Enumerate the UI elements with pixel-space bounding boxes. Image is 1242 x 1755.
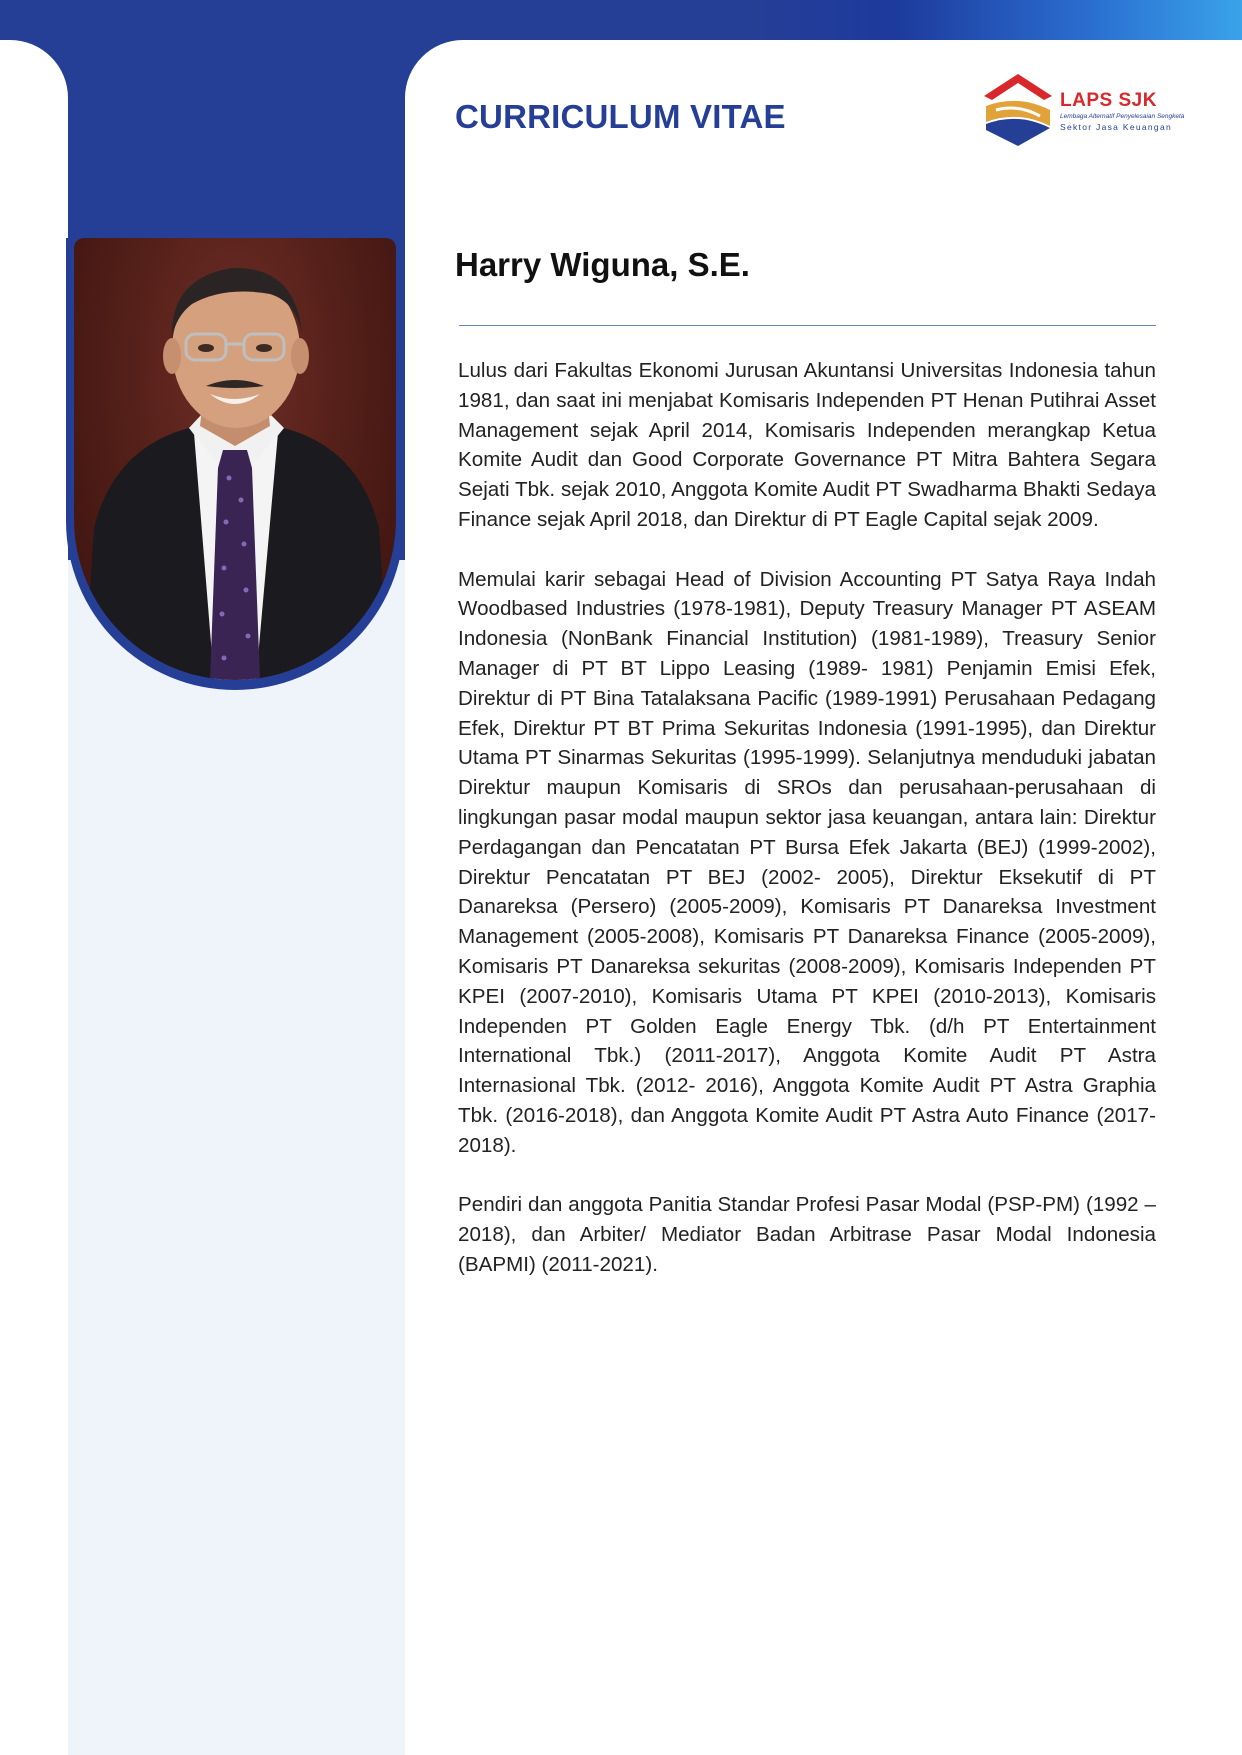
top-band bbox=[0, 0, 1242, 40]
logo-subtitle-1: Lembaga Alternatif Penyelesaian Sengketa bbox=[1060, 113, 1185, 120]
photo-frame bbox=[66, 238, 404, 690]
left-margin-panel bbox=[0, 40, 68, 1755]
laps-sjk-logo bbox=[978, 70, 1185, 150]
divider bbox=[459, 325, 1156, 326]
bio-paragraph-career: Memulai karir sebagai Head of Division Accounting PT Satya Raya Indah Woodbased Industries (1978-1981), Deputy Treasury Manager PT ASEAM Indonesia (NonBank Financial Institution) (1981-1989), Treasury Senior Manager di PT BT Lippo Leasing (1989- 1981) Penjamin Emisi Efek, Direktur di PT Bina Tatalaksana Pacific (1989-1991) Perusahaan Pedagang Efek, Direktur PT BT Prima Sekuritas Indonesia (1991-1995), dan Direktur Utama PT Sinarmas Sekuritas (1995-1999). Selanjutnya menduduki jabatan Direktur maupun Komisaris di SROs dan perusahaan-perusahaan di lingkungan pasar modal maupun sektor jasa keuangan, antara lain: Direktur Perdagangan dan Pencatatan PT Bursa Efek Jakarta (BEJ) (1999-2002), Direktur Pencatatan PT BEJ (2002- 2005), Direktur Eksekutif di PT Danareksa (Persero) (2005-2009), Komisaris PT Danareksa Investment Management (2005-2008), Komisaris PT Danareksa Finance (2005-2009), Komisaris PT Danareksa sekuritas (2008-2009), Komisaris Independen PT KPEI (2007-2010), Komisaris Utama PT KPEI (2010-2013), Komisaris Independen PT Golden Eagle Energy Tbk. (d/h PT Entertainment International Tbk.) (2011-2017), Anggota Komite Audit PT Astra Internasional Tbk. (2012- 2016), Anggota Komite Audit PT Astra Graphia Tbk. (2016-2018), dan Anggota Komite Audit PT Astra Auto Finance (2017-2018). bbox=[458, 567, 1156, 1157]
person-name: Harry Wiguna, S.E. bbox=[455, 246, 750, 283]
logo-subtitle-2: Sektor Jasa Keuangan bbox=[1060, 122, 1173, 132]
portrait-photo bbox=[74, 238, 396, 680]
biography bbox=[458, 356, 1156, 1310]
portrait-illustration bbox=[74, 238, 396, 680]
laps-logo-icon bbox=[978, 70, 1058, 150]
page-title: CURRICULUM VITAE bbox=[455, 98, 786, 135]
logo-name: LAPS SJK bbox=[1060, 90, 1157, 111]
bio-paragraph-organizations: Pendiri dan anggota Panitia Standar Profesi Pasar Modal (PSP-PM) (1992 – 2018), dan Arbiter/ Mediator Badan Arbitrase Pasar Modal Indonesia (BAPMI) (2011-2021). bbox=[458, 1193, 1156, 1276]
bio-paragraph-education: Lulus dari Fakultas Ekonomi Jurusan Akuntansi Universitas Indonesia tahun 1981, dan saat ini menjabat Komisaris Independen PT Henan Putihrai Asset Management sejak April 2014, Komisaris Independen merangkap Ketua Komite Audit dan Good Corporate Governance PT Mitra Bahtera Segara Sejati Tbk. sejak 2010, Anggota Komite Audit PT Swadharma Bhakti Sedaya Finance sejak April 2018, dan Direktur di PT Eagle Capital sejak 2009. bbox=[458, 359, 1156, 531]
